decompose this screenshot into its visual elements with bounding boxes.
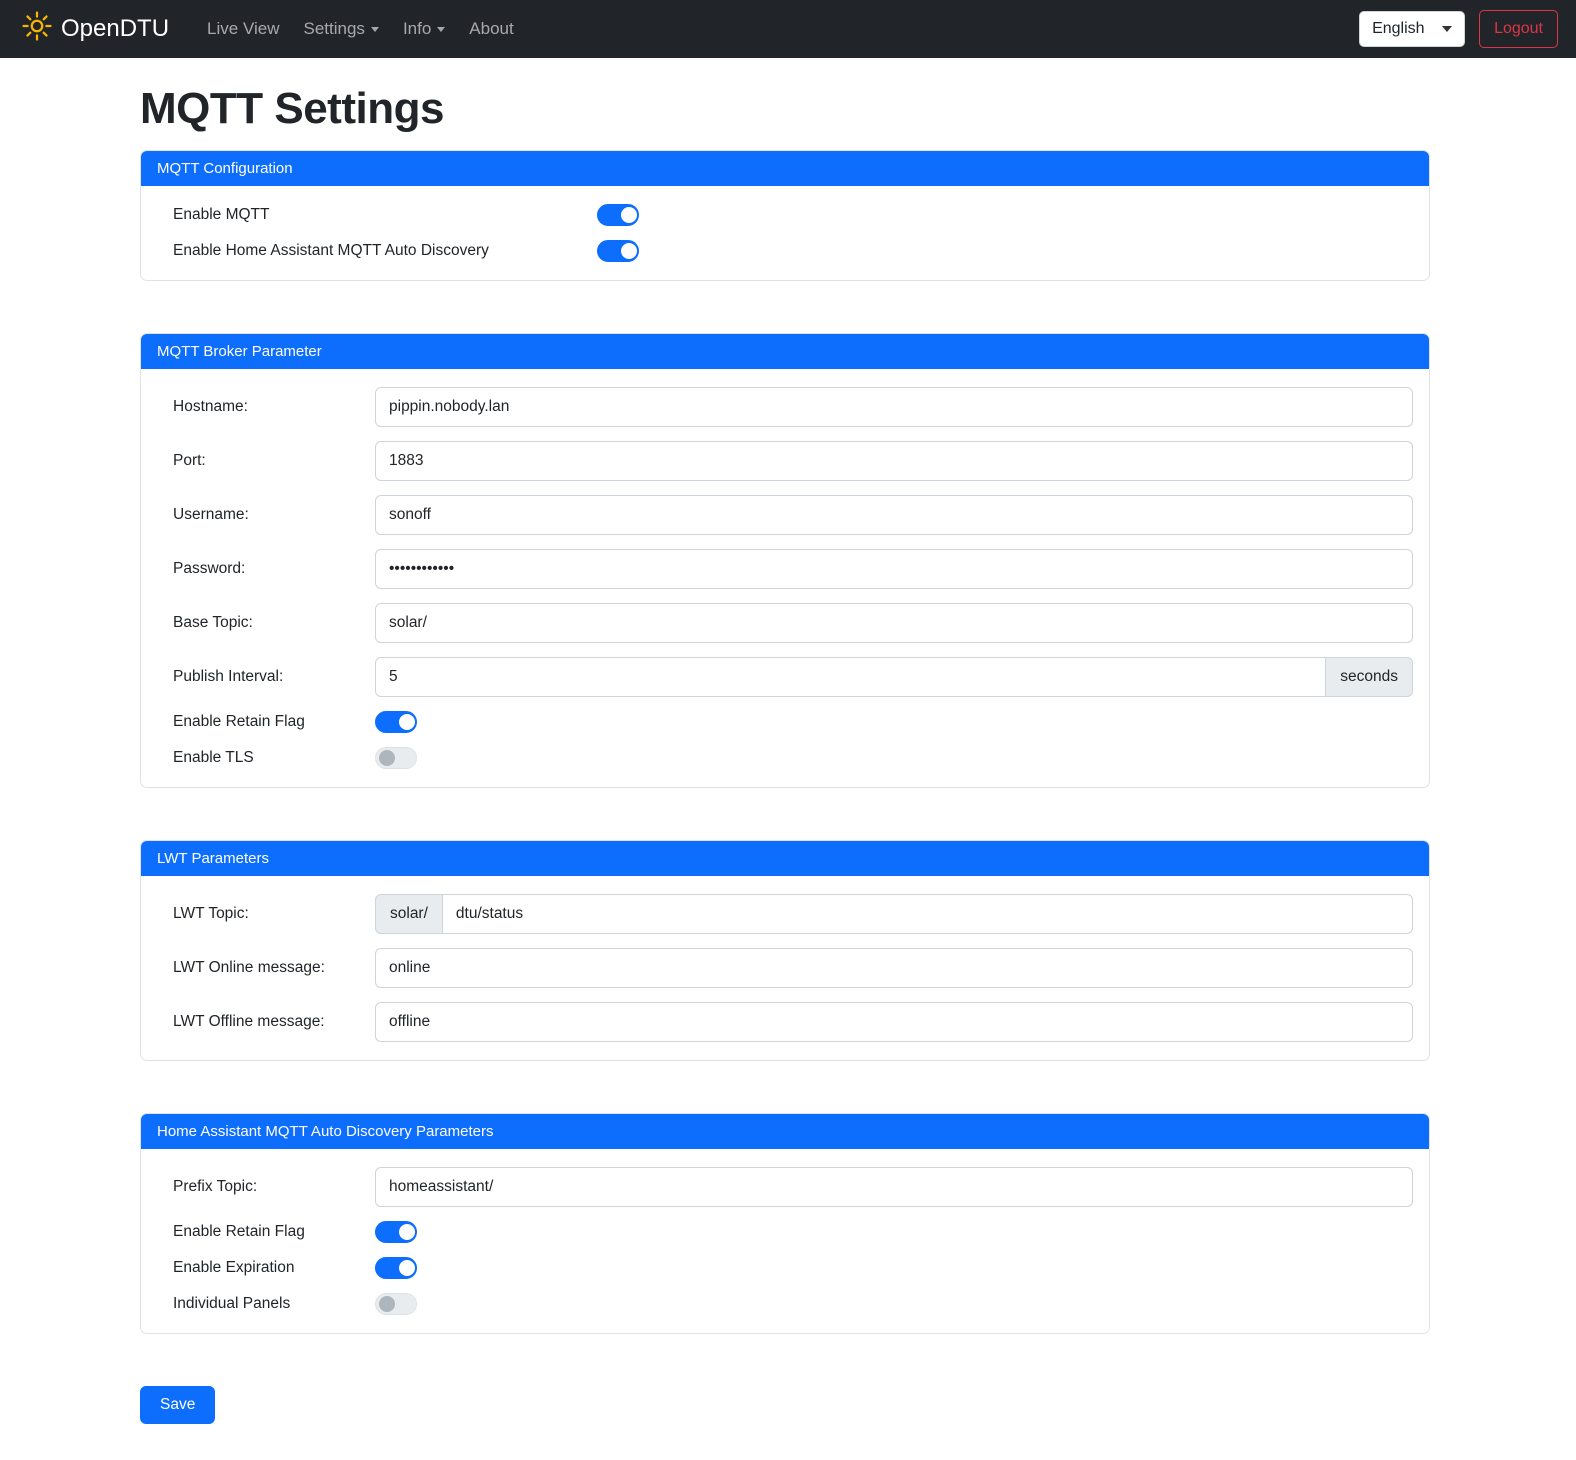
toggle-enable-tls[interactable]	[375, 747, 417, 769]
card-mqtt-configuration	[140, 150, 1430, 281]
nav-item-live-view[interactable]	[195, 11, 291, 47]
port-input[interactable]	[375, 441, 1413, 481]
page-title: MQTT Settings	[140, 84, 444, 133]
chevron-down-icon	[437, 27, 445, 32]
nav-item-label: Info	[402, 19, 432, 38]
save-button[interactable]: Save	[140, 1386, 215, 1424]
control-area	[375, 711, 1413, 733]
row-enable-mqtt	[157, 204, 1413, 226]
toggle-knob	[399, 714, 415, 730]
nav-item-about[interactable]	[457, 11, 525, 47]
row-publish-interval	[157, 657, 1413, 697]
card-body	[141, 876, 1429, 1060]
row-port	[157, 441, 1413, 481]
control-area	[375, 657, 1413, 697]
toggle-knob	[621, 243, 637, 259]
chevron-down-icon	[1442, 26, 1452, 32]
field-label: Port:	[173, 452, 206, 469]
card-mqtt-broker-parameter	[140, 333, 1430, 788]
field-label: LWT Offline message:	[173, 1013, 325, 1030]
card-lwt-parameters	[140, 840, 1430, 1061]
control-area	[597, 240, 1413, 262]
toggle-knob	[621, 207, 637, 223]
row-lwt-offline-message	[157, 1002, 1413, 1042]
field-label: LWT Topic:	[173, 905, 249, 922]
lwt-topic-input[interactable]	[442, 894, 1413, 934]
control-area	[375, 441, 1413, 481]
publish-interval-unit: seconds	[1326, 657, 1413, 697]
field-label: Enable TLS	[173, 749, 254, 766]
field-label: Password:	[173, 560, 246, 577]
control-area	[375, 549, 1413, 589]
field-label: Base Topic:	[173, 614, 253, 631]
control-area	[375, 1002, 1413, 1042]
publish-interval-input[interactable]	[375, 657, 1326, 697]
row-hass-expiration	[157, 1257, 1413, 1279]
field-label: Enable Home Assistant MQTT Auto Discovery	[173, 242, 489, 259]
row-username	[157, 495, 1413, 535]
username-input[interactable]	[375, 495, 1413, 535]
prefix-topic-input[interactable]	[375, 1167, 1413, 1207]
control-area	[375, 747, 1413, 769]
card-header: Home Assistant MQTT Auto Discovery Parameters	[141, 1114, 1429, 1149]
brand-logo[interactable]	[22, 11, 169, 48]
field-label: LWT Online message:	[173, 959, 325, 976]
row-lwt-topic	[157, 894, 1413, 934]
card-header: LWT Parameters	[141, 841, 1429, 876]
row-base-topic	[157, 603, 1413, 643]
control-area	[375, 387, 1413, 427]
toggle-knob	[399, 1260, 415, 1276]
publish-interval-group	[375, 657, 1413, 697]
card-body	[141, 1149, 1429, 1333]
brand-name: OpenDTU	[61, 15, 170, 42]
base-topic-input[interactable]	[375, 603, 1413, 643]
field-label: Prefix Topic:	[173, 1178, 258, 1195]
chevron-down-icon	[371, 27, 379, 32]
toggle-knob	[399, 1224, 415, 1240]
control-area	[375, 603, 1413, 643]
lwt-topic-group	[375, 894, 1413, 934]
row-prefix-topic	[157, 1167, 1413, 1207]
language-select[interactable]	[1359, 11, 1465, 47]
control-area	[375, 1293, 1413, 1315]
field-label: Individual Panels	[173, 1295, 291, 1312]
card-body	[141, 186, 1429, 280]
nav-item-label: Live View	[207, 19, 280, 38]
toggle-knob	[379, 750, 395, 766]
row-hass-retain-flag	[157, 1221, 1413, 1243]
control-area	[375, 894, 1413, 934]
toggle-hass-retain-flag[interactable]	[375, 1221, 417, 1243]
toggle-enable-mqtt[interactable]	[597, 204, 639, 226]
row-enable-retain-flag	[157, 711, 1413, 733]
toggle-knob	[379, 1296, 395, 1312]
control-area	[375, 1221, 1413, 1243]
sun-icon	[22, 11, 52, 48]
language-select-value: English	[1372, 20, 1425, 37]
control-area	[375, 948, 1413, 988]
field-label: Hostname:	[173, 398, 248, 415]
hostname-input[interactable]	[375, 387, 1413, 427]
page-content	[0, 84, 1576, 1444]
lwt-offline-message-input[interactable]	[375, 1002, 1413, 1042]
control-area	[375, 1167, 1413, 1207]
card-header: MQTT Configuration	[141, 151, 1429, 186]
nav-item-label: Settings	[303, 19, 365, 38]
row-enable-tls	[157, 747, 1413, 769]
field-label: Enable Expiration	[173, 1259, 295, 1276]
lwt-online-message-input[interactable]	[375, 948, 1413, 988]
row-password	[157, 549, 1413, 589]
field-label: Enable Retain Flag	[173, 713, 305, 730]
nav-item-label: About	[469, 19, 514, 38]
row-hostname	[157, 387, 1413, 427]
row-enable-hass-discovery	[157, 240, 1413, 262]
control-area	[375, 495, 1413, 535]
nav-item-info[interactable]	[391, 11, 457, 47]
password-input[interactable]	[375, 549, 1413, 589]
logout-button[interactable]: Logout	[1479, 10, 1558, 48]
control-area	[597, 204, 1413, 226]
navbar-right	[1359, 10, 1558, 48]
card-body	[141, 369, 1429, 787]
toggle-individual-panels[interactable]	[375, 1293, 417, 1315]
card-hass-auto-discovery	[140, 1113, 1430, 1334]
toggle-enable-hass-discovery[interactable]	[597, 240, 639, 262]
row-lwt-online-message	[157, 948, 1413, 988]
field-label: Enable MQTT	[173, 206, 270, 223]
row-individual-panels	[157, 1293, 1413, 1315]
field-label: Username:	[173, 506, 249, 523]
navbar	[0, 0, 1576, 58]
lwt-topic-prefix: solar/	[375, 894, 442, 934]
nav-links	[195, 11, 526, 47]
nav-item-settings[interactable]	[292, 11, 391, 47]
toggle-broker-retain-flag[interactable]	[375, 711, 417, 733]
toggle-hass-expiration[interactable]	[375, 1257, 417, 1279]
field-label: Enable Retain Flag	[173, 1223, 305, 1240]
control-area	[375, 1257, 1413, 1279]
card-header: MQTT Broker Parameter	[141, 334, 1429, 369]
field-label: Publish Interval:	[173, 668, 284, 685]
